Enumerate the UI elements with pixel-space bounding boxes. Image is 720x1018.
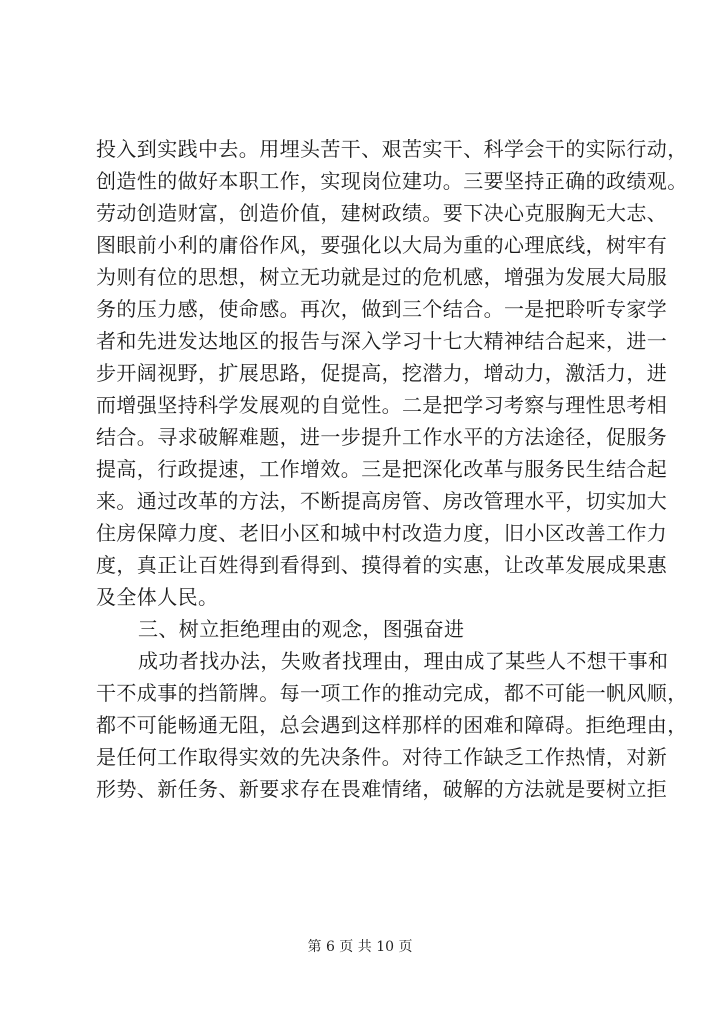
text-line: 形势、新任务、新要求存在畏难情绪，破解的方法就是要树立拒	[96, 777, 668, 801]
text-line: 为则有位的思想，树立无功就是过的危机感，增强为发展大局服	[96, 265, 668, 289]
page-number-footer: 第 6 页 共 10 页	[307, 939, 413, 955]
text-line: 劳动创造财富，创造价值，建树政绩。要下决心克服胸无大志、	[96, 201, 668, 225]
text-line: 都不可能畅通无阻，总会遇到这样那样的困难和障碍。拒绝理由，	[96, 713, 688, 737]
text-line: 成功者找办法，失败者找理由，理由成了某些人不想干事和	[138, 649, 669, 673]
text-line: 及全体人民。	[96, 585, 219, 609]
text-line: 提高，行政提速，工作增效。三是把深化改革与服务民生结合起	[96, 457, 668, 481]
text-line: 务的压力感，使命感。再次，做到三个结合。一是把聆听专家学	[96, 297, 668, 321]
text-line: 度，真正让百姓得到看得到、摸得着的实惠，让改革发展成果惠	[96, 553, 668, 577]
text-line: 步开阔视野，扩展思路，促提高，挖潜力，增动力，激活力，进	[96, 361, 668, 385]
body-text	[96, 133, 688, 805]
text-line: 而增强坚持科学发展观的自觉性。二是把学习考察与理性思考相	[96, 393, 668, 417]
text-line: 创造性的做好本职工作，实现岗位建功。三要坚持正确的政绩观。	[96, 169, 688, 193]
text-line: 者和先进发达地区的报告与深入学习十七大精神结合起来，进一	[96, 329, 668, 353]
text-line: 图眼前小利的庸俗作风，要强化以大局为重的心理底线，树牢有	[96, 233, 668, 257]
section-heading: 三、树立拒绝理由的观念，图强奋进	[138, 617, 465, 641]
text-line: 是任何工作取得实效的先决条件。对待工作缺乏工作热情，对新	[96, 745, 668, 769]
text-line: 住房保障力度、老旧小区和城中村改造力度，旧小区改善工作力	[96, 521, 668, 545]
text-line: 结合。寻求破解难题，进一步提升工作水平的方法途径，促服务	[96, 425, 668, 449]
text-line: 干不成事的挡箭牌。每一项工作的推动完成，都不可能一帆风顺，	[96, 681, 688, 705]
text-line: 来。通过改革的方法，不断提高房管、房改管理水平，切实加大	[96, 489, 668, 513]
text-line: 投入到实践中去。用埋头苦干、艰苦实干、科学会干的实际行动，	[96, 137, 688, 161]
